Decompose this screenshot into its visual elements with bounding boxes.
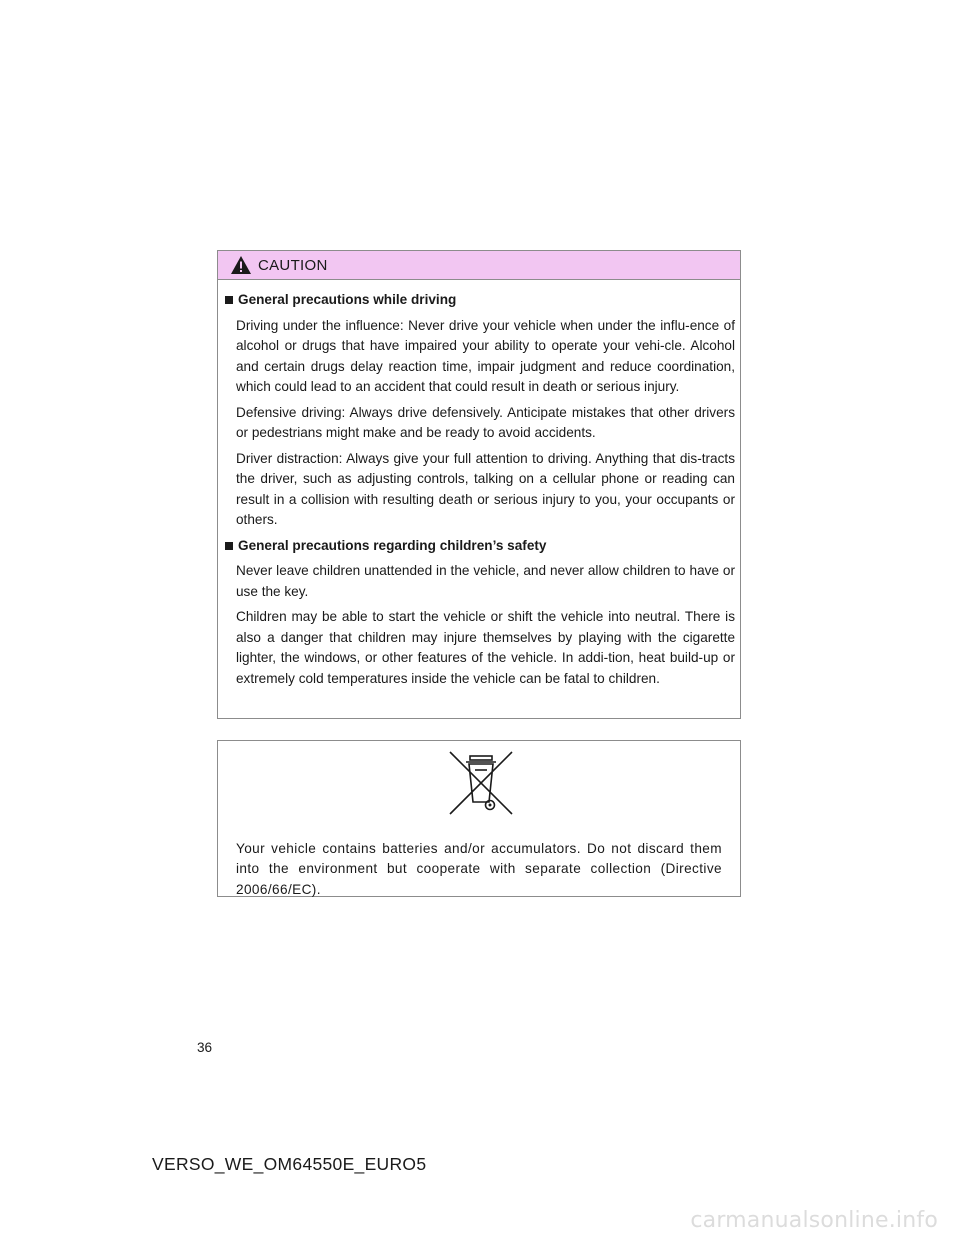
- paragraph: Children may be able to start the vehicle or shift the vehicle into neutral. There is also a danger that children may injure themselves by playing with the cigarette lighter, the windows, or other features of the vehicle. In addi-tion, heat build-up or extremely cold temperatures inside the vehicle can be fatal to children.: [236, 609, 735, 686]
- paragraph: Driving under the influence: Never drive your vehicle when under the influ-ence of alcohol or drugs that have impaired your ability to operate your vehi-cle. Alcohol and certain drugs delay reaction time, impair judgment and reduce coordination, which could lead to an accident that could result in death or serious injury.: [236, 317, 735, 394]
- watermark: carmanualsonline.info: [690, 1208, 938, 1233]
- section-heading-text: General precautions while driving: [238, 292, 457, 307]
- paragraph: Defensive driving: Always drive defensively. Anticipate mistakes that other drivers or pedestrians might make and be ready to avoid accidents.: [236, 404, 735, 440]
- paragraph: Driver distraction: Always give your full attention to driving. Anything that dis-tracts the driver, such as adjusting controls, talking on a cellular phone or reading can result in a collision with resulting death or serious injury to you, your occupants or others.: [236, 450, 735, 527]
- section-heading: [224, 290, 735, 311]
- caution-body: [218, 280, 740, 689]
- section-heading: [224, 536, 735, 557]
- caution-header: [218, 251, 740, 280]
- recycle-notice-box: [217, 740, 741, 897]
- section-heading-text: General precautions regarding children’s safety: [238, 537, 547, 553]
- square-bullet-icon: [225, 296, 233, 304]
- recycle-text: Your vehicle contains batteries and/or accumulators. Do not discard them into the environment but cooperate with separate collection (Directive 2006/66/EC).: [236, 840, 722, 897]
- caution-title: CAUTION: [258, 256, 328, 274]
- document-code: VERSO_WE_OM64550E_EURO5: [152, 1154, 427, 1174]
- square-bullet-icon: [225, 542, 233, 550]
- caution-box: [217, 250, 741, 719]
- warning-triangle-icon: [230, 255, 252, 275]
- paragraph: Never leave children unattended in the vehicle, and never allow children to have or use the key.: [236, 563, 735, 599]
- page-number: 36: [197, 1040, 213, 1055]
- crossed-out-wheelie-bin-icon: [448, 750, 514, 816]
